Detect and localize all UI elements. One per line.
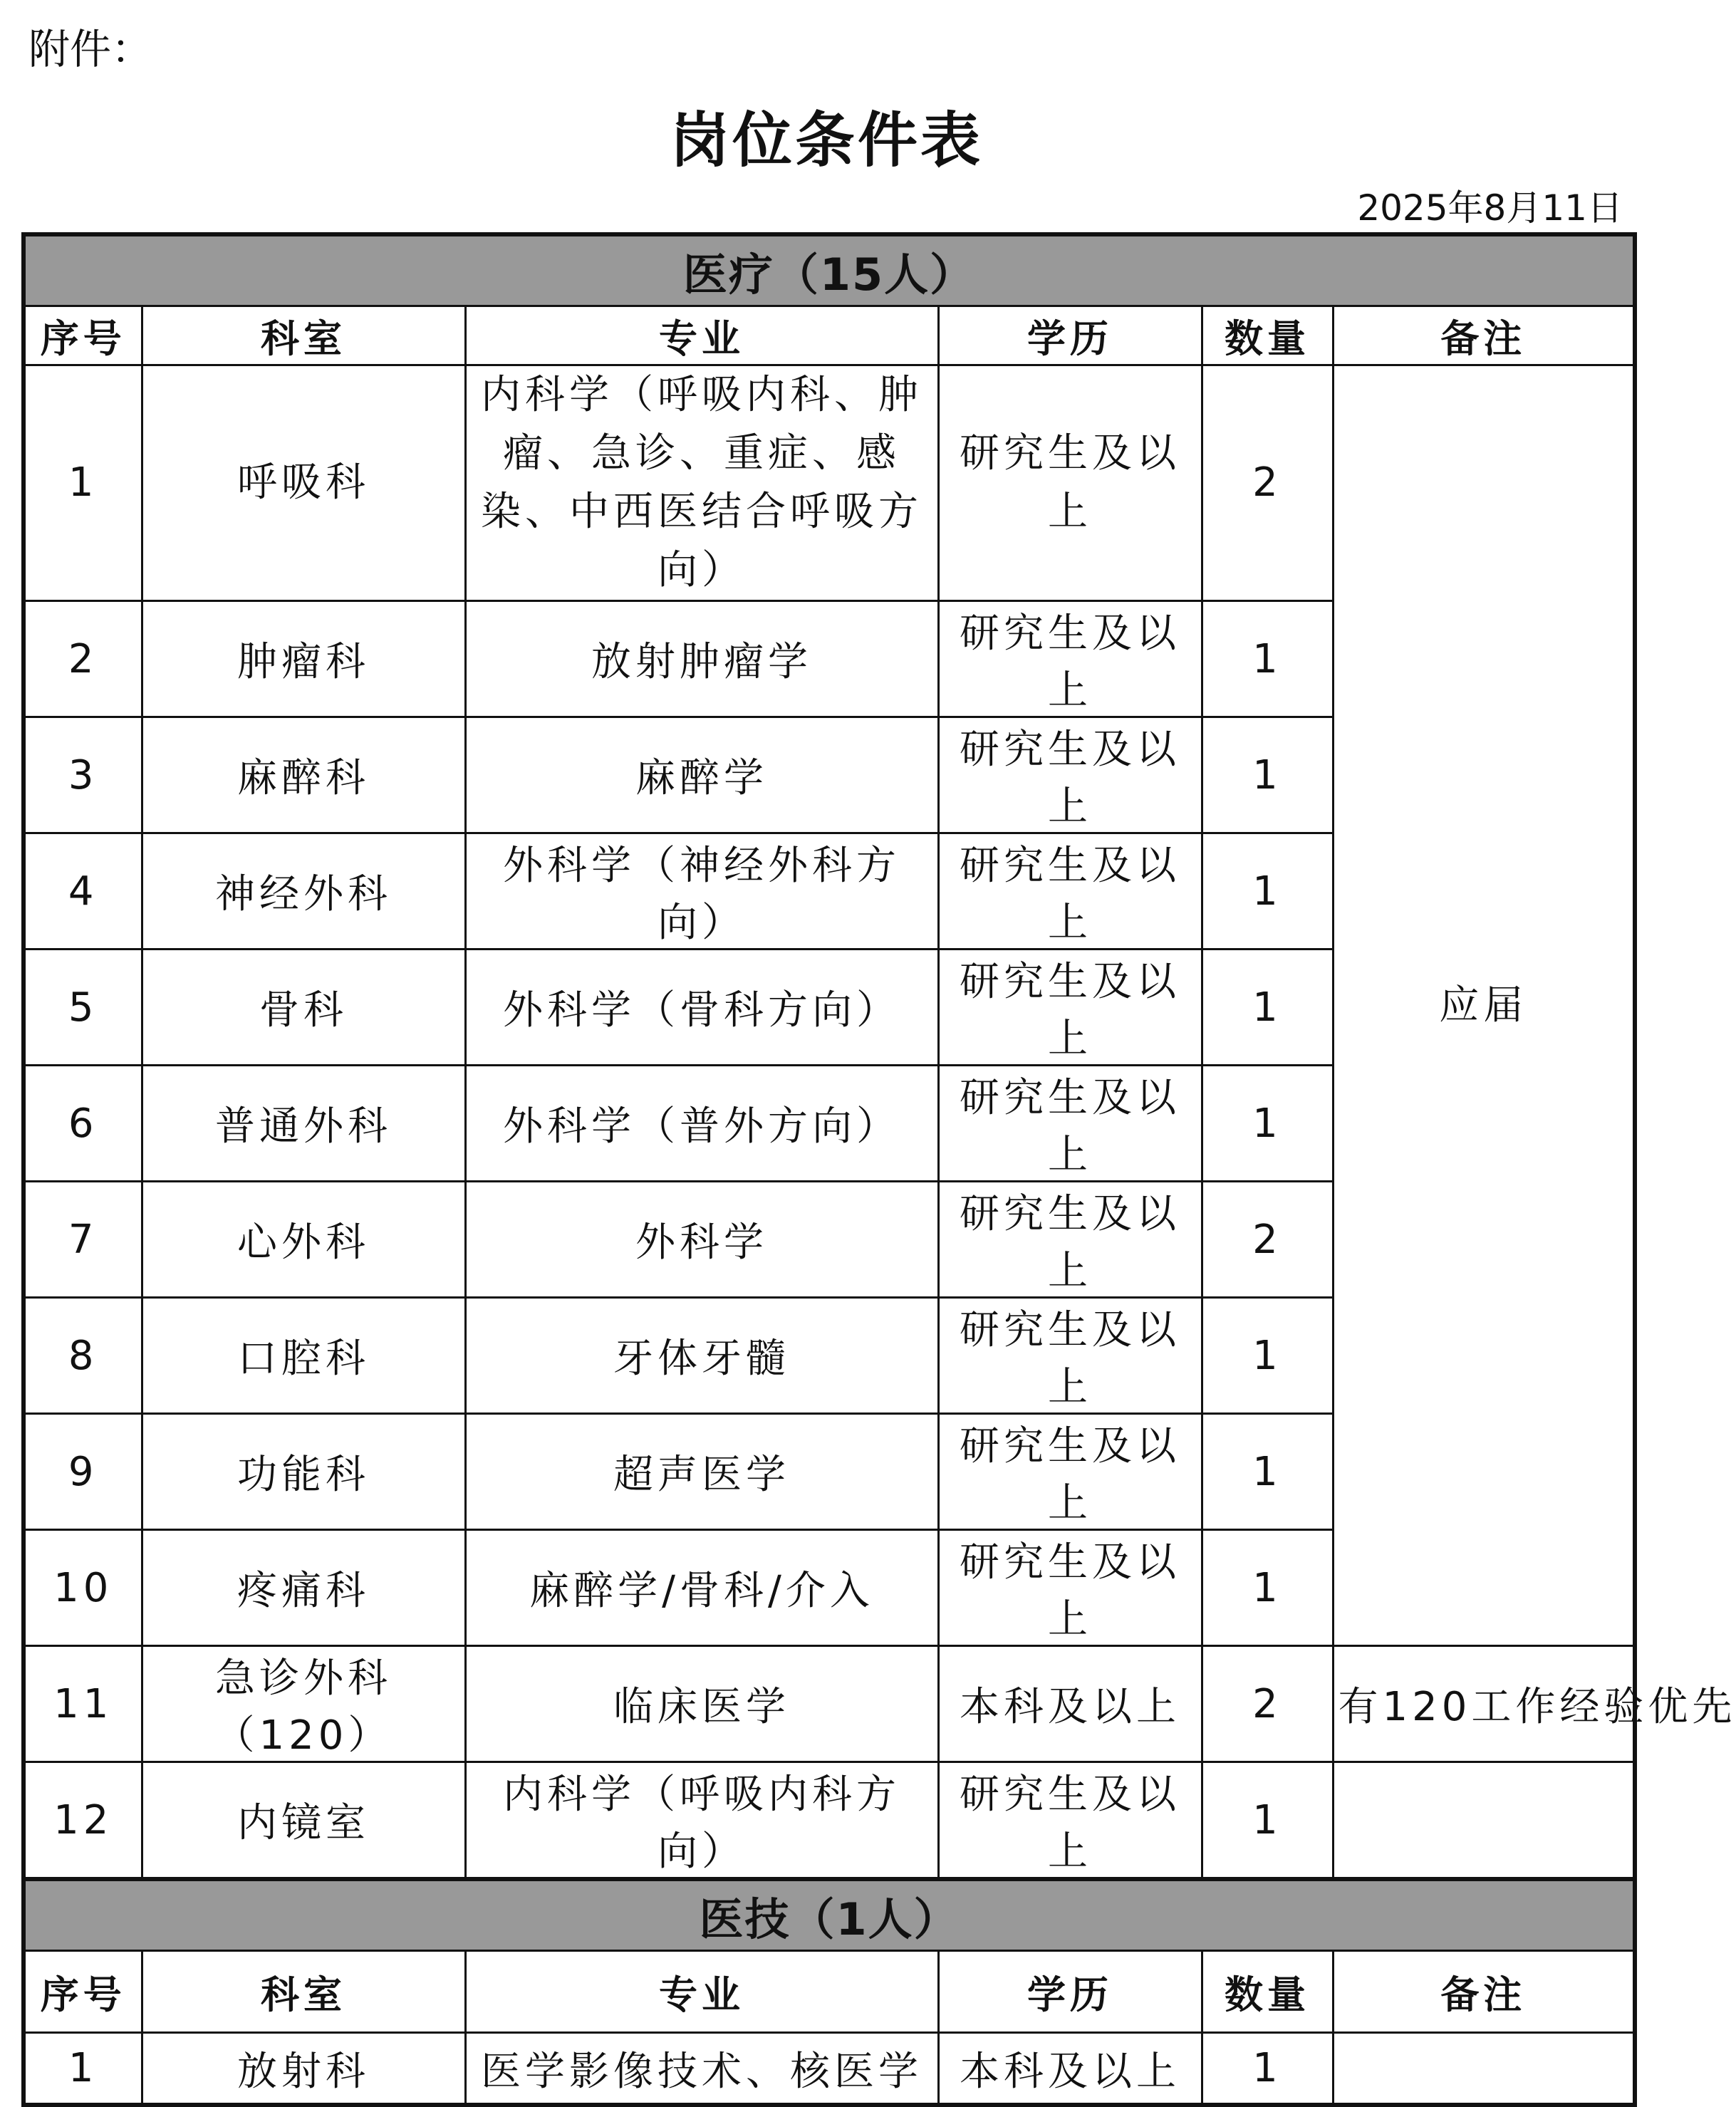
attachment-label: 附件： (28, 25, 153, 73)
cell-dept: 功能科 (142, 1414, 465, 1530)
cell-education: 研究生及以上 (938, 365, 1202, 601)
header-education: 学历 (938, 1951, 1202, 2033)
position-requirements-table (21, 232, 1736, 2107)
header-major: 专业 (465, 306, 938, 365)
cell-dept: 麻醉科 (142, 717, 465, 833)
header-remark: 备注 (1333, 306, 1635, 365)
cell-dept: 肿瘤科 (142, 601, 465, 717)
header-no: 序号 (24, 306, 142, 365)
table-row (24, 2033, 1635, 2106)
cell-no: 6 (24, 1066, 142, 1182)
cell-dept: 口腔科 (142, 1298, 465, 1414)
cell-count: 1 (1202, 950, 1333, 1066)
header-count: 数量 (1202, 306, 1333, 365)
column-header-row (24, 306, 1635, 365)
header-dept: 科室 (142, 306, 465, 365)
cell-count: 1 (1202, 2033, 1333, 2106)
table-row (24, 365, 1635, 601)
document-date: 2025年8月11日 (1357, 187, 1623, 229)
cell-major: 内科学（呼吸内科方向） (465, 1762, 938, 1880)
table-row (24, 1762, 1635, 1880)
cell-major: 放射肿瘤学 (465, 601, 938, 717)
cell-no: 12 (24, 1762, 142, 1880)
cell-dept: 放射科 (142, 2033, 465, 2106)
cell-major: 牙体牙髓 (465, 1298, 938, 1414)
cell-education: 本科及以上 (938, 1646, 1202, 1762)
cell-education: 研究生及以上 (938, 717, 1202, 833)
cell-no: 11 (24, 1646, 142, 1762)
cell-count: 1 (1202, 1762, 1333, 1880)
cell-count: 2 (1202, 1646, 1333, 1762)
cell-remark-shared: 应届 (1333, 365, 1635, 1646)
cell-dept: 心外科 (142, 1182, 465, 1298)
cell-major: 麻醉学/骨科/介入 (465, 1530, 938, 1646)
cell-no: 7 (24, 1182, 142, 1298)
cell-education: 研究生及以上 (938, 1298, 1202, 1414)
header-major: 专业 (465, 1951, 938, 2033)
cell-dept: 内镜室 (142, 1762, 465, 1880)
cell-no: 3 (24, 717, 142, 833)
cell-count: 1 (1202, 1066, 1333, 1182)
cell-education: 研究生及以上 (938, 833, 1202, 950)
cell-no: 10 (24, 1530, 142, 1646)
cell-education: 研究生及以上 (938, 1182, 1202, 1298)
header-education: 学历 (938, 306, 1202, 365)
cell-no: 4 (24, 833, 142, 950)
cell-major: 外科学（普外方向） (465, 1066, 938, 1182)
cell-education: 研究生及以上 (938, 950, 1202, 1066)
cell-dept: 急诊外科（120） (142, 1646, 465, 1762)
cell-major: 超声医学 (465, 1414, 938, 1530)
cell-major: 外科学（骨科方向） (465, 950, 938, 1066)
cell-remark (1333, 1762, 1635, 1880)
header-no: 序号 (24, 1951, 142, 2033)
cell-major: 临床医学 (465, 1646, 938, 1762)
cell-no: 8 (24, 1298, 142, 1414)
cell-count: 1 (1202, 717, 1333, 833)
section-header-medtech (24, 1879, 1635, 1951)
cell-major: 内科学（呼吸内科、肿瘤、急诊、重症、感染、中西医结合呼吸方向） (465, 365, 938, 601)
cell-major: 麻醉学 (465, 717, 938, 833)
cell-dept: 疼痛科 (142, 1530, 465, 1646)
cell-major: 外科学（神经外科方向） (465, 833, 938, 950)
cell-dept: 神经外科 (142, 833, 465, 950)
cell-education: 研究生及以上 (938, 1762, 1202, 1880)
header-dept: 科室 (142, 1951, 465, 2033)
cell-no: 5 (24, 950, 142, 1066)
cell-education: 本科及以上 (938, 2033, 1202, 2106)
cell-count: 1 (1202, 1530, 1333, 1646)
cell-remark (1333, 2033, 1635, 2106)
column-header-row (24, 1951, 1635, 2033)
cell-no: 1 (24, 365, 142, 601)
cell-count: 2 (1202, 365, 1333, 601)
cell-education: 研究生及以上 (938, 1530, 1202, 1646)
cell-education: 研究生及以上 (938, 601, 1202, 717)
cell-education: 研究生及以上 (938, 1066, 1202, 1182)
cell-no: 1 (24, 2033, 142, 2106)
header-count: 数量 (1202, 1951, 1333, 2033)
cell-remark: 有120工作经验优先 (1333, 1646, 1635, 1762)
cell-count: 1 (1202, 601, 1333, 717)
cell-count: 2 (1202, 1182, 1333, 1298)
cell-dept: 骨科 (142, 950, 465, 1066)
cell-major: 医学影像技术、核医学 (465, 2033, 938, 2106)
cell-major: 外科学 (465, 1182, 938, 1298)
cell-no: 2 (24, 601, 142, 717)
header-remark: 备注 (1333, 1951, 1635, 2033)
cell-count: 1 (1202, 833, 1333, 950)
cell-dept: 呼吸科 (142, 365, 465, 601)
cell-education: 研究生及以上 (938, 1414, 1202, 1530)
section-title: 医技（1人） (24, 1879, 1635, 1951)
cell-dept: 普通外科 (142, 1066, 465, 1182)
page-title: 岗位条件表 (669, 105, 983, 175)
section-title: 医疗（15人） (24, 234, 1635, 306)
cell-no: 9 (24, 1414, 142, 1530)
table-row (24, 1646, 1635, 1762)
section-header-medical (24, 234, 1635, 306)
cell-count: 1 (1202, 1298, 1333, 1414)
cell-count: 1 (1202, 1414, 1333, 1530)
